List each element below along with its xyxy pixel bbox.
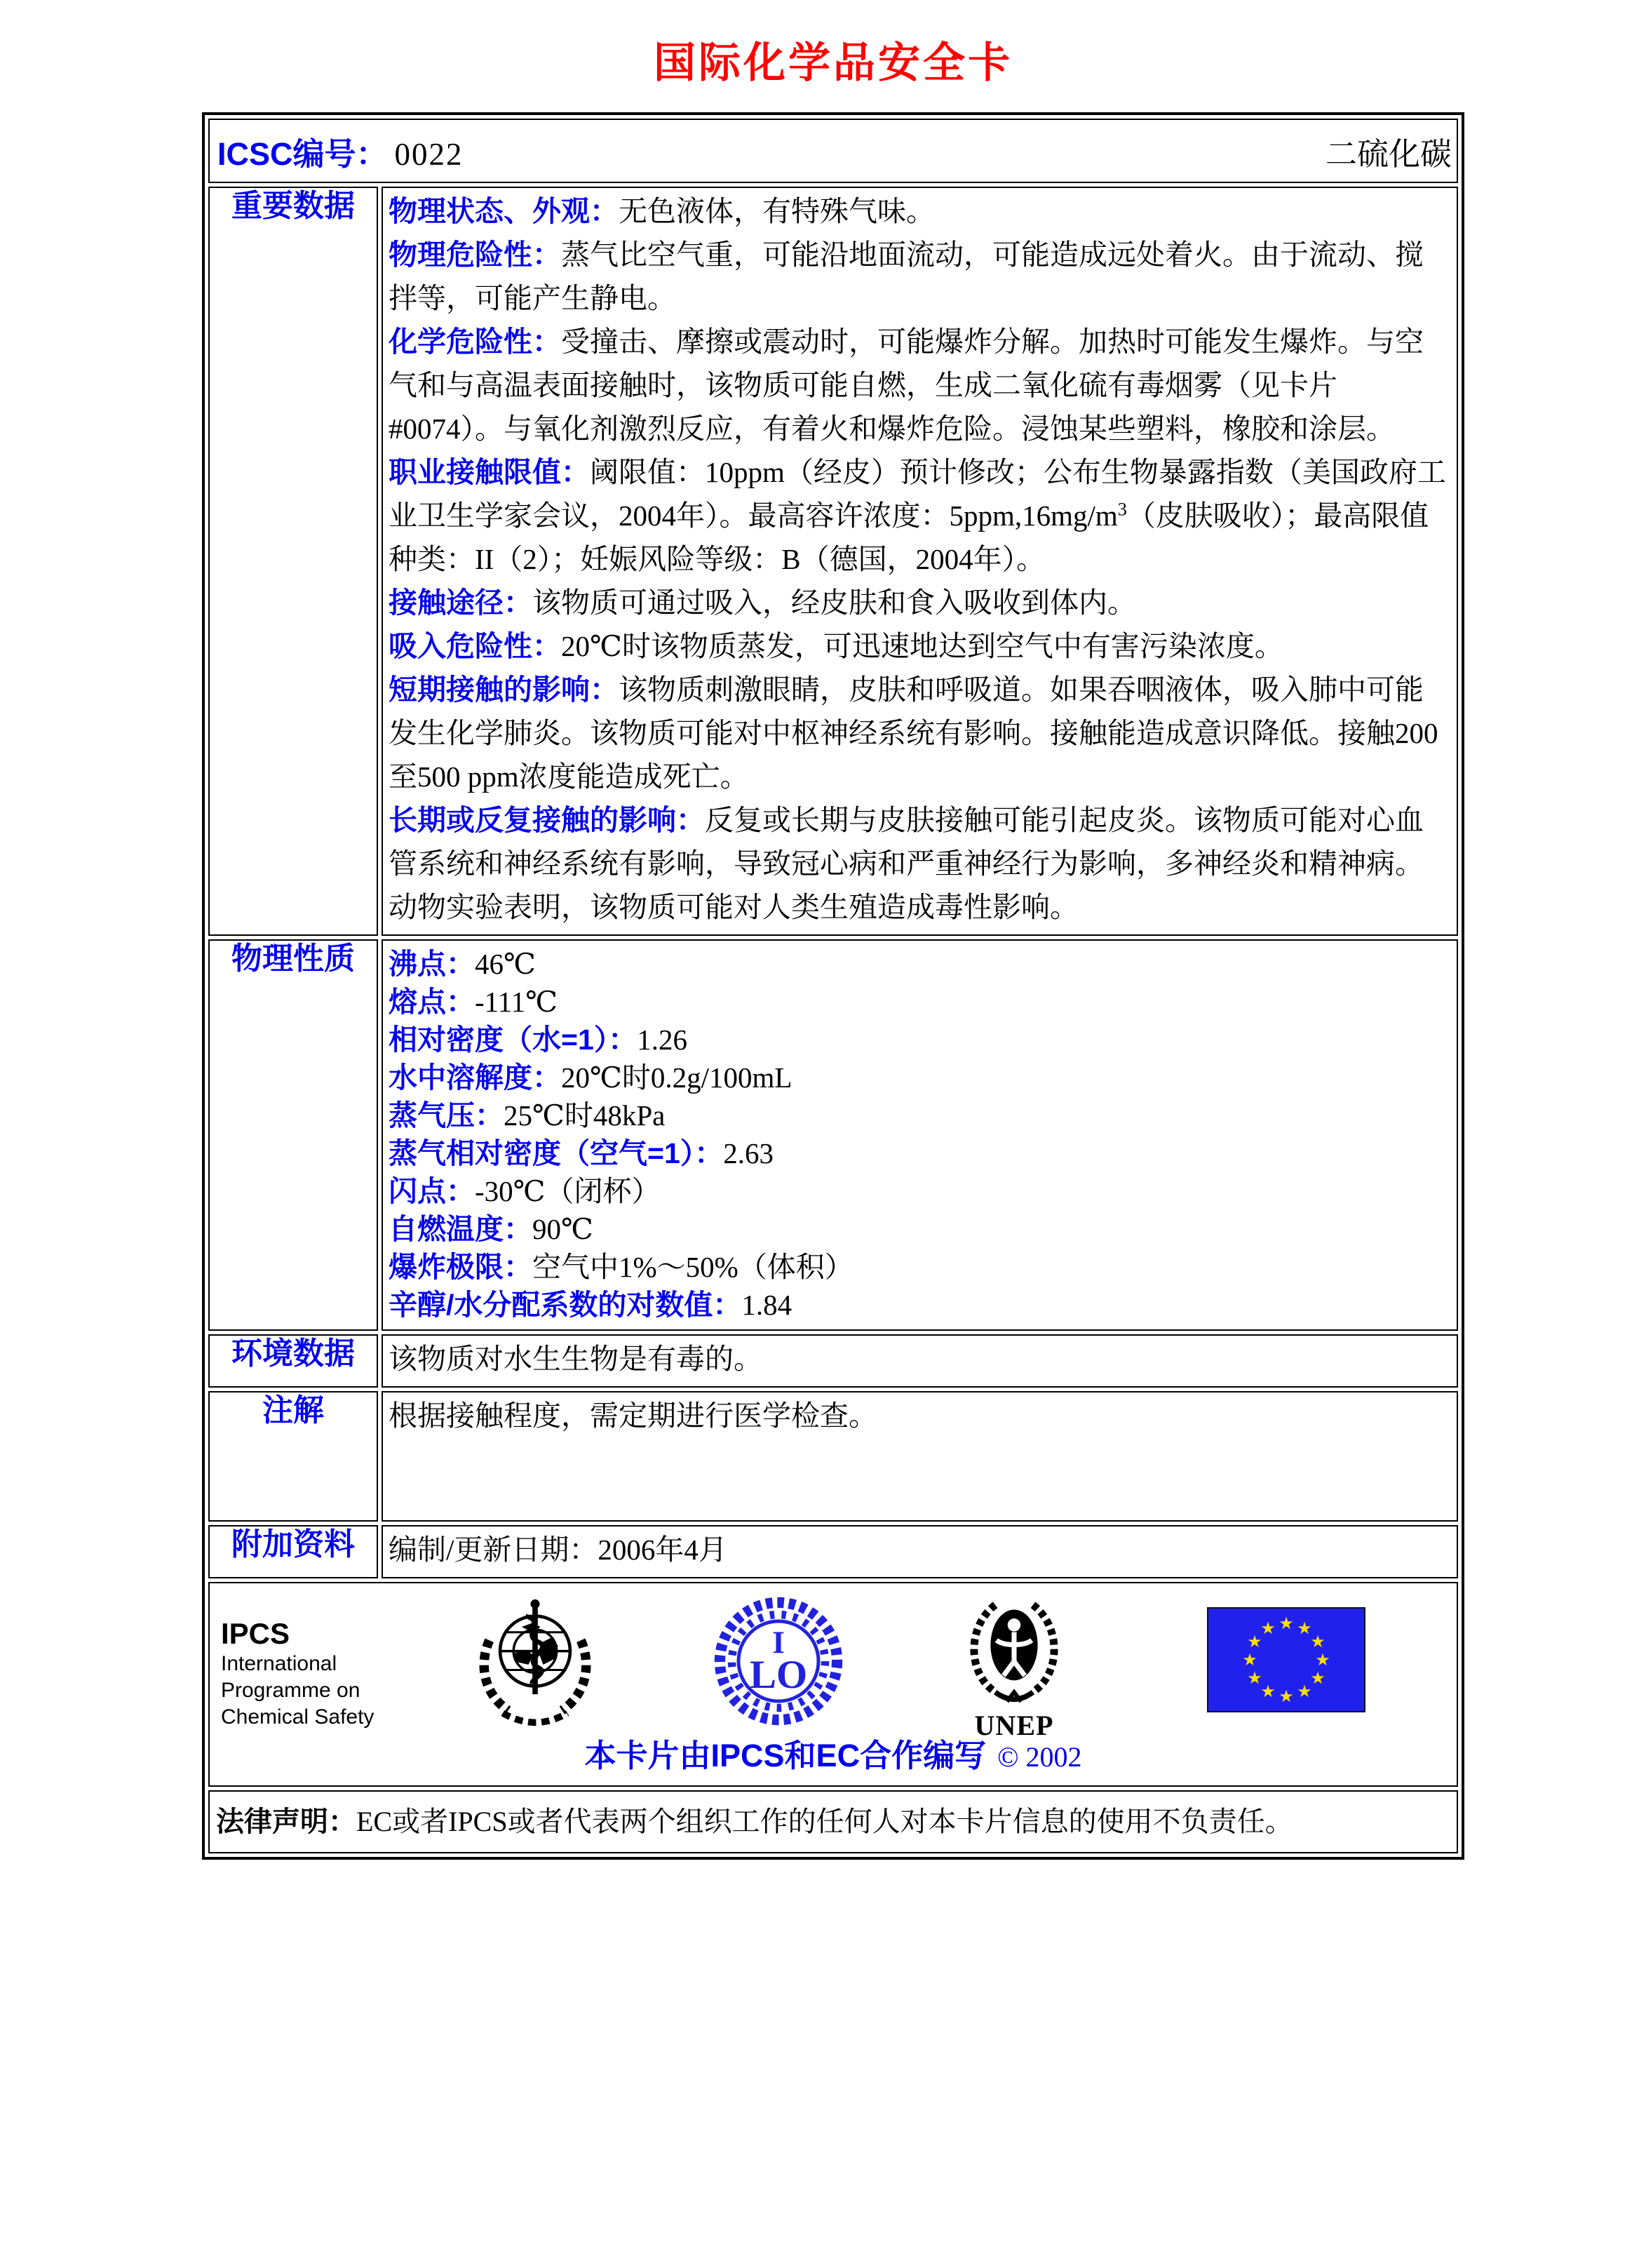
- svg-text:★: ★: [1247, 1670, 1262, 1688]
- important-item-label: 物理状态、外观：: [389, 195, 619, 227]
- important-data-content: [382, 187, 1458, 936]
- physical-property-label: 蒸气相对密度（空气=1）：: [389, 1137, 724, 1169]
- important-item-occupational: [389, 450, 1448, 581]
- important-item: [389, 233, 1448, 320]
- important-item-text: 该物质可通过吸入，经皮肤和食入吸收到体内。: [532, 586, 1136, 619]
- svg-text:★: ★: [1297, 1683, 1312, 1701]
- important-item-text: 无色液体，有特殊气味。: [619, 195, 935, 227]
- important-item-text: 蒸气比空气重，可能沿地面流动，可能造成远处着火。由于流动、搅拌等，可能产生静电。: [389, 239, 1424, 314]
- chemical-name: 二硫化碳: [1325, 136, 1452, 172]
- ipcs-logo-block: [221, 1617, 374, 1731]
- section-label-additional-info: 附加资料: [208, 1525, 378, 1578]
- physical-property: [389, 983, 1448, 1021]
- superscript-3: 3: [1117, 499, 1127, 520]
- ipcs-line: Programme on: [221, 1679, 360, 1702]
- legal-cell: [208, 1790, 1458, 1853]
- svg-text:★: ★: [1310, 1670, 1325, 1688]
- unep-wordmark: UNEP: [974, 1710, 1054, 1741]
- important-item-label: 长期或反复接触的影响：: [389, 804, 705, 836]
- section-label-physical-properties: 物理性质: [208, 939, 378, 1331]
- physical-property-label: 闪点：: [389, 1175, 475, 1207]
- physical-properties-row: [208, 939, 1458, 1331]
- physical-property: [389, 1286, 1448, 1324]
- important-item: [389, 668, 1448, 798]
- unep-logo-block: [954, 1593, 1074, 1742]
- caption-text: 本卡片由IPCS和EC合作编写: [584, 1738, 987, 1773]
- physical-property-value: 90℃: [532, 1213, 593, 1245]
- physical-property-value: -30℃（闭杯）: [475, 1175, 661, 1207]
- important-item-label: 吸入危险性：: [389, 630, 561, 662]
- icsc-number-group: [217, 128, 464, 174]
- important-data-row: [208, 187, 1458, 936]
- physical-property-label: 沸点：: [389, 948, 475, 980]
- additional-info-content: 编制/更新日期：2006年4月: [382, 1525, 1458, 1578]
- important-item-text: 20℃时该物质蒸发，可迅速地达到空气中有害污染浓度。: [561, 630, 1283, 662]
- section-label-notes: 注解: [208, 1391, 378, 1522]
- physical-property-label: 辛醇/水分配系数的对数值：: [389, 1289, 742, 1321]
- caption-copyright: © 2002: [997, 1741, 1082, 1773]
- important-item-label: 接触途径：: [389, 586, 532, 619]
- svg-text:★: ★: [1310, 1633, 1325, 1651]
- physical-property: [389, 1172, 1448, 1210]
- svg-text:★: ★: [1247, 1633, 1262, 1651]
- important-item-text: 该物质刺激眼睛，皮肤和呼吸道。如果吞咽液体，吸入肺中可能发生化学肺炎。该物质可能对中枢神经系统有影响。接触能造成意识降低。接触200至500 ppm浓度能造成死亡。: [389, 673, 1438, 793]
- section-label-environmental-data: 环境数据: [208, 1334, 378, 1388]
- notes-row: [208, 1391, 1458, 1522]
- physical-property-value: 1.84: [741, 1289, 792, 1321]
- physical-property-value: 1.26: [637, 1024, 687, 1056]
- logos-cell: [208, 1582, 1458, 1787]
- important-item-text: 反复或长期与皮肤接触可能引起皮炎。该物质可能对心血管系统和神经系统有影响，导致冠心病和严重神经行为影响，多神经炎和精神病。动物实验表明，该物质可能对人类生殖造成毒性影响。: [389, 804, 1424, 923]
- physical-property-label: 水中溶解度：: [389, 1061, 561, 1094]
- physical-property: [389, 1096, 1448, 1134]
- svg-text:★: ★: [1260, 1620, 1276, 1638]
- important-item: [389, 624, 1448, 668]
- physical-property-label: 自燃温度：: [389, 1213, 532, 1245]
- environmental-data-content: 该物质对水生生物是有毒的。: [382, 1334, 1458, 1388]
- ipcs-title: IPCS: [221, 1617, 290, 1650]
- important-item-text: 阈限值：10ppm（经皮）预计修改；公布生物暴露指数（美国政府工业卫生学家会议，2004年）。最高容许浓度：5ppm,16mg/m: [389, 456, 1446, 532]
- physical-property: [389, 1210, 1448, 1248]
- physical-property-value: 2.63: [723, 1137, 774, 1169]
- physical-property-label: 相对密度（水=1）：: [389, 1024, 638, 1056]
- physical-property-value: 空气中1%～50%（体积）: [532, 1251, 854, 1283]
- important-item: [389, 320, 1448, 450]
- important-item-text: 受撞击、摩擦或震动时，可能爆炸分解。加热时可能发生爆炸。与空气和与高温表面接触时，该物质可能自燃，生成二氧化硫有毒烟雾（见卡片#0074）。与氧化剂激烈反应，有着火和爆炸危险。浸蚀某些塑料，橡胶和涂层。: [389, 326, 1424, 445]
- physical-property-value: -111℃: [475, 986, 558, 1018]
- physical-property-label: 爆炸极限：: [389, 1251, 532, 1283]
- important-item: [389, 189, 1448, 233]
- eu-flag-icon: [1207, 1607, 1365, 1712]
- legal-label: 法律声明：: [216, 1806, 356, 1837]
- legal-row: [208, 1790, 1458, 1853]
- card-caption: [210, 1730, 1457, 1776]
- additional-info-row: [208, 1525, 1458, 1578]
- important-item: [389, 581, 1448, 624]
- unep-logo-icon: [954, 1593, 1074, 1711]
- safety-card-table: [202, 112, 1464, 1860]
- header-row: [208, 119, 1458, 183]
- page-title: 国际化学品安全卡: [654, 40, 1013, 86]
- ilo-letters-lo: LO: [749, 1653, 808, 1697]
- icsc-number-label: ICSC编号：: [217, 135, 388, 172]
- section-label-important-data: 重要数据: [208, 187, 378, 936]
- physical-property: [389, 1021, 1448, 1059]
- important-item-label: 化学危险性：: [389, 326, 561, 358]
- environmental-data-row: [208, 1334, 1458, 1388]
- logos-row: [208, 1582, 1458, 1787]
- svg-text:★: ★: [1297, 1620, 1312, 1638]
- physical-property: [389, 1059, 1448, 1096]
- ipcs-line: Chemical Safety: [221, 1705, 375, 1729]
- header-cell: [208, 119, 1458, 183]
- physical-property-label: 蒸气压：: [389, 1099, 504, 1132]
- physical-property-value: 25℃时48kPa: [504, 1099, 666, 1132]
- physical-property-value: 20℃时0.2g/100mL: [561, 1061, 792, 1094]
- physical-property-label: 熔点：: [389, 986, 475, 1018]
- svg-text:★: ★: [1315, 1651, 1330, 1670]
- svg-text:★: ★: [1279, 1615, 1294, 1633]
- important-item-text: （皮肤吸收）；最高限值种类：II（2）；妊娠风险等级：B（德国，2004年）。: [389, 499, 1429, 575]
- notes-content: 根据接触程度，需定期进行医学检查。: [382, 1391, 1458, 1522]
- who-logo-icon: [468, 1595, 602, 1733]
- icsc-number-value: 0022: [394, 136, 464, 172]
- important-item-label: 短期接触的影响：: [389, 673, 619, 706]
- ipcs-line: International: [221, 1652, 337, 1675]
- important-item-label: 职业接触限值：: [389, 456, 590, 488]
- svg-text:★: ★: [1242, 1651, 1257, 1670]
- ilo-logo-icon: [712, 1595, 845, 1731]
- physical-properties-content: [382, 939, 1458, 1331]
- physical-property: [389, 945, 1448, 983]
- physical-property-value: 46℃: [475, 948, 536, 980]
- ilo-letter-i: I: [772, 1624, 785, 1660]
- physical-property: [389, 1134, 1448, 1172]
- important-item: [389, 798, 1448, 929]
- svg-text:★: ★: [1279, 1688, 1294, 1706]
- svg-text:★: ★: [1260, 1683, 1276, 1701]
- legal-text: EC或者IPCS或者代表两个组织工作的任何人对本卡片信息的使用不负责任。: [356, 1806, 1293, 1837]
- physical-property: [389, 1248, 1448, 1286]
- important-item-label: 物理危险性：: [389, 239, 561, 271]
